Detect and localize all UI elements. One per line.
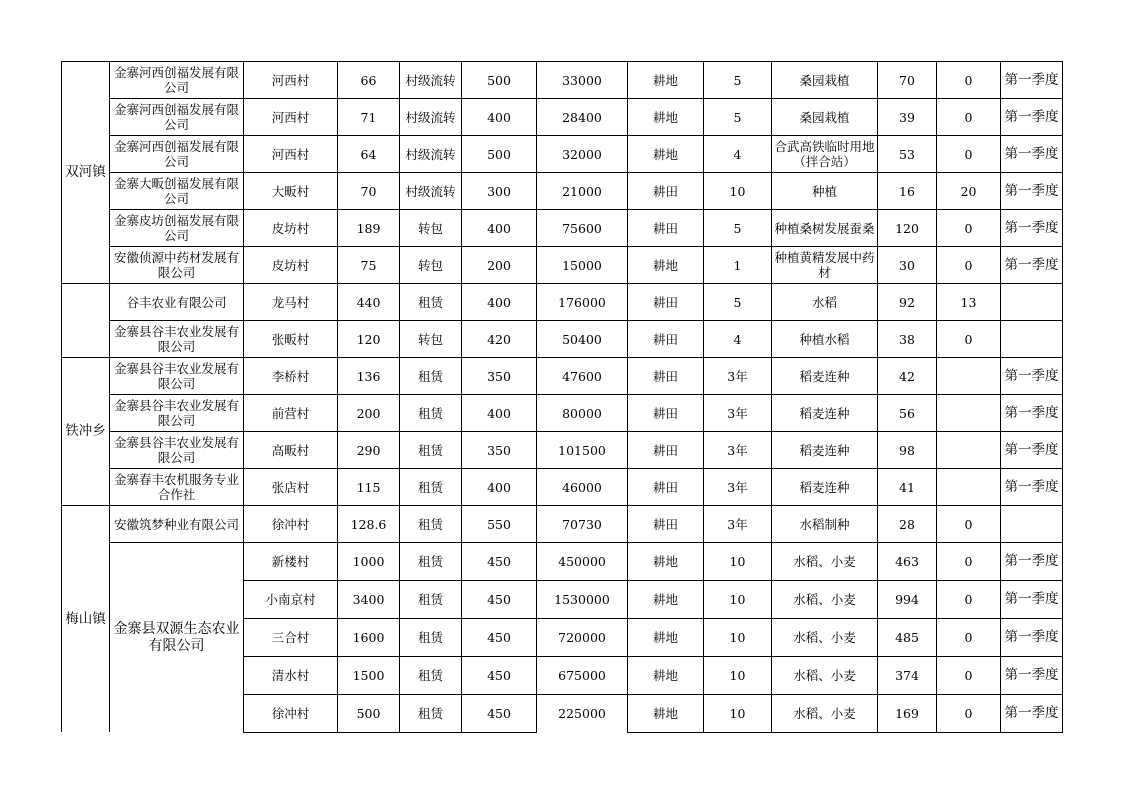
quarter-cell: 第一季度 <box>1001 62 1063 99</box>
use-cell: 合武高铁临时用地（拌合站） <box>772 136 878 173</box>
company-cell: 谷丰农业有限公司 <box>110 284 244 321</box>
amount-cell: 70730 <box>537 506 628 543</box>
method-cell: 转包 <box>400 247 462 284</box>
years-cell: 3年 <box>704 506 772 543</box>
poor-cell: 0 <box>937 321 1001 358</box>
quarter-cell <box>1001 506 1063 543</box>
amount-cell: 28400 <box>537 99 628 136</box>
company-cell: 金寨河西创福发展有限公司 <box>110 99 244 136</box>
amount-cell: 33000 <box>537 62 628 99</box>
method-cell: 租赁 <box>400 284 462 321</box>
poor-cell: 0 <box>937 210 1001 247</box>
workers-cell: 38 <box>878 321 937 358</box>
company-cell: 安徽筑梦种业有限公司 <box>110 506 244 543</box>
price-cell: 350 <box>462 432 537 469</box>
area-cell: 200 <box>338 395 400 432</box>
workers-cell: 39 <box>878 99 937 136</box>
table-row <box>62 395 1063 432</box>
amount-cell: 15000 <box>537 247 628 284</box>
area-cell: 189 <box>338 210 400 247</box>
years-cell: 4 <box>704 321 772 358</box>
use-cell: 水稻、小麦 <box>772 694 878 732</box>
use-cell: 种植水稻 <box>772 321 878 358</box>
land-type-cell: 耕地 <box>628 656 704 694</box>
method-cell: 租赁 <box>400 580 462 618</box>
table-row <box>62 99 1063 136</box>
amount-value: 1530000 <box>537 581 628 619</box>
amount-value: 225000 <box>558 706 606 721</box>
quarter-cell: 第一季度 <box>1001 247 1063 284</box>
quarter-cell: 第一季度 <box>1001 173 1063 210</box>
company-cell: 金寨县谷丰农业发展有限公司 <box>110 395 244 432</box>
quarter-cell: 第一季度 <box>1001 694 1063 732</box>
use-cell: 稻麦连种 <box>772 395 878 432</box>
table-row <box>62 136 1063 173</box>
land-type-cell: 耕田 <box>628 432 704 469</box>
method-cell: 租赁 <box>400 506 462 543</box>
land-type-cell: 耕地 <box>628 694 704 732</box>
years-cell: 10 <box>704 543 772 581</box>
years-cell: 10 <box>704 618 772 656</box>
method-cell: 转包 <box>400 321 462 358</box>
area-cell: 128.6 <box>338 506 400 543</box>
amount-cell: 46000 <box>537 469 628 506</box>
poor-cell: 0 <box>937 506 1001 543</box>
poor-cell: 0 <box>937 62 1001 99</box>
poor-cell: 13 <box>937 284 1001 321</box>
use-cell: 种植黄精发展中药材 <box>772 247 878 284</box>
village-cell: 张畈村 <box>244 321 338 358</box>
years-cell: 5 <box>704 99 772 136</box>
workers-cell: 98 <box>878 432 937 469</box>
quarter-cell <box>1001 284 1063 321</box>
use-cell: 水稻、小麦 <box>772 580 878 618</box>
years-cell: 10 <box>704 173 772 210</box>
poor-cell: 0 <box>937 247 1001 284</box>
poor-cell: 0 <box>937 694 1001 732</box>
area-cell: 500 <box>338 694 400 732</box>
price-cell: 400 <box>462 469 537 506</box>
quarter-cell: 第一季度 <box>1001 210 1063 247</box>
price-cell: 400 <box>462 284 537 321</box>
quarter-cell: 第一季度 <box>1001 395 1063 432</box>
amount-cell <box>537 543 628 733</box>
quarter-cell: 第一季度 <box>1001 656 1063 694</box>
method-cell: 村级流转 <box>400 99 462 136</box>
use-cell: 桑园栽植 <box>772 99 878 136</box>
quarter-cell: 第一季度 <box>1001 99 1063 136</box>
land-transfer-table-sheet <box>61 61 1063 733</box>
poor-cell <box>937 395 1001 432</box>
workers-cell: 42 <box>878 358 937 395</box>
poor-cell <box>937 358 1001 395</box>
workers-cell: 169 <box>878 694 937 732</box>
price-cell: 450 <box>462 694 537 732</box>
company-cell: 金寨河西创福发展有限公司 <box>110 136 244 173</box>
village-cell: 徐冲村 <box>244 694 338 732</box>
years-cell: 3年 <box>704 469 772 506</box>
poor-cell <box>937 432 1001 469</box>
village-cell: 清水村 <box>244 656 338 694</box>
quarter-cell: 第一季度 <box>1001 358 1063 395</box>
price-cell: 450 <box>462 543 537 581</box>
area-cell: 1500 <box>338 656 400 694</box>
village-cell: 龙马村 <box>244 284 338 321</box>
land-type-cell: 耕地 <box>628 62 704 99</box>
price-cell: 500 <box>462 62 537 99</box>
area-cell: 440 <box>338 284 400 321</box>
area-cell: 3400 <box>338 580 400 618</box>
quarter-cell: 第一季度 <box>1001 543 1063 581</box>
price-cell: 450 <box>462 656 537 694</box>
village-cell: 前营村 <box>244 395 338 432</box>
poor-cell: 0 <box>937 656 1001 694</box>
area-cell: 115 <box>338 469 400 506</box>
village-cell: 河西村 <box>244 99 338 136</box>
years-cell: 5 <box>704 210 772 247</box>
company-cell: 金寨大畈创福发展有限公司 <box>110 173 244 210</box>
use-cell: 水稻、小麦 <box>772 656 878 694</box>
price-cell: 450 <box>462 580 537 618</box>
table-row <box>62 210 1063 247</box>
price-cell: 400 <box>462 395 537 432</box>
area-cell: 1000 <box>338 543 400 581</box>
method-cell: 租赁 <box>400 432 462 469</box>
use-cell: 水稻、小麦 <box>772 618 878 656</box>
quarter-cell: 第一季度 <box>1001 580 1063 618</box>
land-type-cell: 耕地 <box>628 99 704 136</box>
land-type-cell: 耕田 <box>628 358 704 395</box>
village-cell: 河西村 <box>244 136 338 173</box>
workers-cell: 41 <box>878 469 937 506</box>
workers-cell: 70 <box>878 62 937 99</box>
use-cell: 水稻制种 <box>772 506 878 543</box>
amount-cell: 80000 <box>537 395 628 432</box>
company-cell: 金寨县谷丰农业发展有限公司 <box>110 321 244 358</box>
use-cell: 稻麦连种 <box>772 469 878 506</box>
poor-cell: 0 <box>937 580 1001 618</box>
amount-value: 675000 <box>537 657 628 695</box>
table-row <box>62 62 1063 99</box>
method-cell: 租赁 <box>400 469 462 506</box>
land-transfer-table <box>61 61 1063 733</box>
amount-value: 720000 <box>537 619 628 657</box>
land-type-cell: 耕田 <box>628 506 704 543</box>
years-cell: 4 <box>704 136 772 173</box>
area-cell: 75 <box>338 247 400 284</box>
town-name: 梅山镇 <box>62 506 110 733</box>
price-cell: 450 <box>462 618 537 656</box>
use-cell: 水稻 <box>772 284 878 321</box>
years-cell: 3年 <box>704 358 772 395</box>
village-cell: 新楼村 <box>244 543 338 581</box>
quarter-cell: 第一季度 <box>1001 469 1063 506</box>
table-row <box>62 247 1063 284</box>
use-cell: 稻麦连种 <box>772 432 878 469</box>
method-cell: 村级流转 <box>400 173 462 210</box>
price-cell: 400 <box>462 210 537 247</box>
village-cell: 徐冲村 <box>244 506 338 543</box>
village-cell: 大畈村 <box>244 173 338 210</box>
poor-cell: 0 <box>937 99 1001 136</box>
workers-cell: 463 <box>878 543 937 581</box>
method-cell: 村级流转 <box>400 136 462 173</box>
method-cell: 村级流转 <box>400 62 462 99</box>
method-cell: 租赁 <box>400 395 462 432</box>
town-name <box>62 284 110 358</box>
quarter-cell: 第一季度 <box>1001 432 1063 469</box>
land-type-cell: 耕地 <box>628 136 704 173</box>
years-cell: 3年 <box>704 432 772 469</box>
years-cell: 10 <box>704 580 772 618</box>
town-name: 双河镇 <box>62 62 110 284</box>
years-cell: 10 <box>704 656 772 694</box>
village-cell: 三合村 <box>244 618 338 656</box>
amount-cell: 75600 <box>537 210 628 247</box>
area-cell: 64 <box>338 136 400 173</box>
method-cell: 转包 <box>400 210 462 247</box>
price-cell: 420 <box>462 321 537 358</box>
village-cell: 皮坊村 <box>244 247 338 284</box>
workers-cell: 16 <box>878 173 937 210</box>
land-type-cell: 耕田 <box>628 469 704 506</box>
company-cell: 安徽侦源中药材发展有限公司 <box>110 247 244 284</box>
poor-cell: 0 <box>937 136 1001 173</box>
area-cell: 66 <box>338 62 400 99</box>
table-row <box>62 173 1063 210</box>
village-cell: 李桥村 <box>244 358 338 395</box>
table-row <box>62 506 1063 543</box>
table-row <box>62 469 1063 506</box>
town-name: 铁冲乡 <box>62 358 110 506</box>
village-cell: 小南京村 <box>244 580 338 618</box>
land-type-cell: 耕田 <box>628 395 704 432</box>
price-cell: 500 <box>462 136 537 173</box>
land-type-cell: 耕地 <box>628 247 704 284</box>
amount-cell: 176000 <box>537 284 628 321</box>
area-cell: 136 <box>338 358 400 395</box>
workers-cell: 56 <box>878 395 937 432</box>
price-cell: 300 <box>462 173 537 210</box>
table-row <box>62 543 1063 581</box>
years-cell: 5 <box>704 62 772 99</box>
land-type-cell: 耕田 <box>628 284 704 321</box>
amount-cell: 47600 <box>537 358 628 395</box>
workers-cell: 28 <box>878 506 937 543</box>
amount-cell: 50400 <box>537 321 628 358</box>
years-cell: 10 <box>704 694 772 732</box>
area-cell: 1600 <box>338 618 400 656</box>
years-cell: 3年 <box>704 395 772 432</box>
quarter-cell <box>1001 321 1063 358</box>
workers-cell: 53 <box>878 136 937 173</box>
poor-cell: 20 <box>937 173 1001 210</box>
land-type-cell: 耕地 <box>628 618 704 656</box>
use-cell: 种植 <box>772 173 878 210</box>
land-type-cell: 耕田 <box>628 173 704 210</box>
years-cell: 1 <box>704 247 772 284</box>
poor-cell <box>937 469 1001 506</box>
method-cell: 租赁 <box>400 543 462 581</box>
workers-cell: 30 <box>878 247 937 284</box>
area-cell: 70 <box>338 173 400 210</box>
method-cell: 租赁 <box>400 656 462 694</box>
table-row <box>62 284 1063 321</box>
workers-cell: 994 <box>878 580 937 618</box>
years-cell: 5 <box>704 284 772 321</box>
land-type-cell: 耕田 <box>628 321 704 358</box>
method-cell: 租赁 <box>400 618 462 656</box>
poor-cell: 0 <box>937 618 1001 656</box>
method-cell: 租赁 <box>400 358 462 395</box>
amount-cell: 21000 <box>537 173 628 210</box>
table-row <box>62 321 1063 358</box>
workers-cell: 485 <box>878 618 937 656</box>
workers-cell: 120 <box>878 210 937 247</box>
area-cell: 71 <box>338 99 400 136</box>
company-cell: 金寨县谷丰农业发展有限公司 <box>110 358 244 395</box>
poor-cell: 0 <box>937 543 1001 581</box>
company-cell: 金寨河西创福发展有限公司 <box>110 62 244 99</box>
area-cell: 120 <box>338 321 400 358</box>
workers-cell: 92 <box>878 284 937 321</box>
quarter-cell: 第一季度 <box>1001 136 1063 173</box>
company-cell: 金寨皮坊创福发展有限公司 <box>110 210 244 247</box>
table-row <box>62 432 1063 469</box>
price-cell: 200 <box>462 247 537 284</box>
workers-cell: 374 <box>878 656 937 694</box>
village-cell: 河西村 <box>244 62 338 99</box>
amount-value: 450000 <box>537 543 628 581</box>
use-cell: 水稻、小麦 <box>772 543 878 581</box>
company-cell: 金寨县谷丰农业发展有限公司 <box>110 432 244 469</box>
price-cell: 550 <box>462 506 537 543</box>
company-cell: 金寨春丰农机服务专业合作社 <box>110 469 244 506</box>
use-cell: 种植桑树发展蚕桑 <box>772 210 878 247</box>
use-cell: 桑园栽植 <box>772 62 878 99</box>
company-cell: 金寨县双源生态农业有限公司 <box>110 543 244 733</box>
amount-cell: 32000 <box>537 136 628 173</box>
method-cell: 租赁 <box>400 694 462 732</box>
price-cell: 400 <box>462 99 537 136</box>
quarter-cell: 第一季度 <box>1001 618 1063 656</box>
land-type-cell: 耕地 <box>628 543 704 581</box>
use-cell: 稻麦连种 <box>772 358 878 395</box>
village-cell: 皮坊村 <box>244 210 338 247</box>
village-cell: 张店村 <box>244 469 338 506</box>
area-cell: 290 <box>338 432 400 469</box>
land-type-cell: 耕地 <box>628 580 704 618</box>
amount-cell: 101500 <box>537 432 628 469</box>
table-row <box>62 358 1063 395</box>
village-cell: 高畈村 <box>244 432 338 469</box>
price-cell: 350 <box>462 358 537 395</box>
land-type-cell: 耕田 <box>628 210 704 247</box>
